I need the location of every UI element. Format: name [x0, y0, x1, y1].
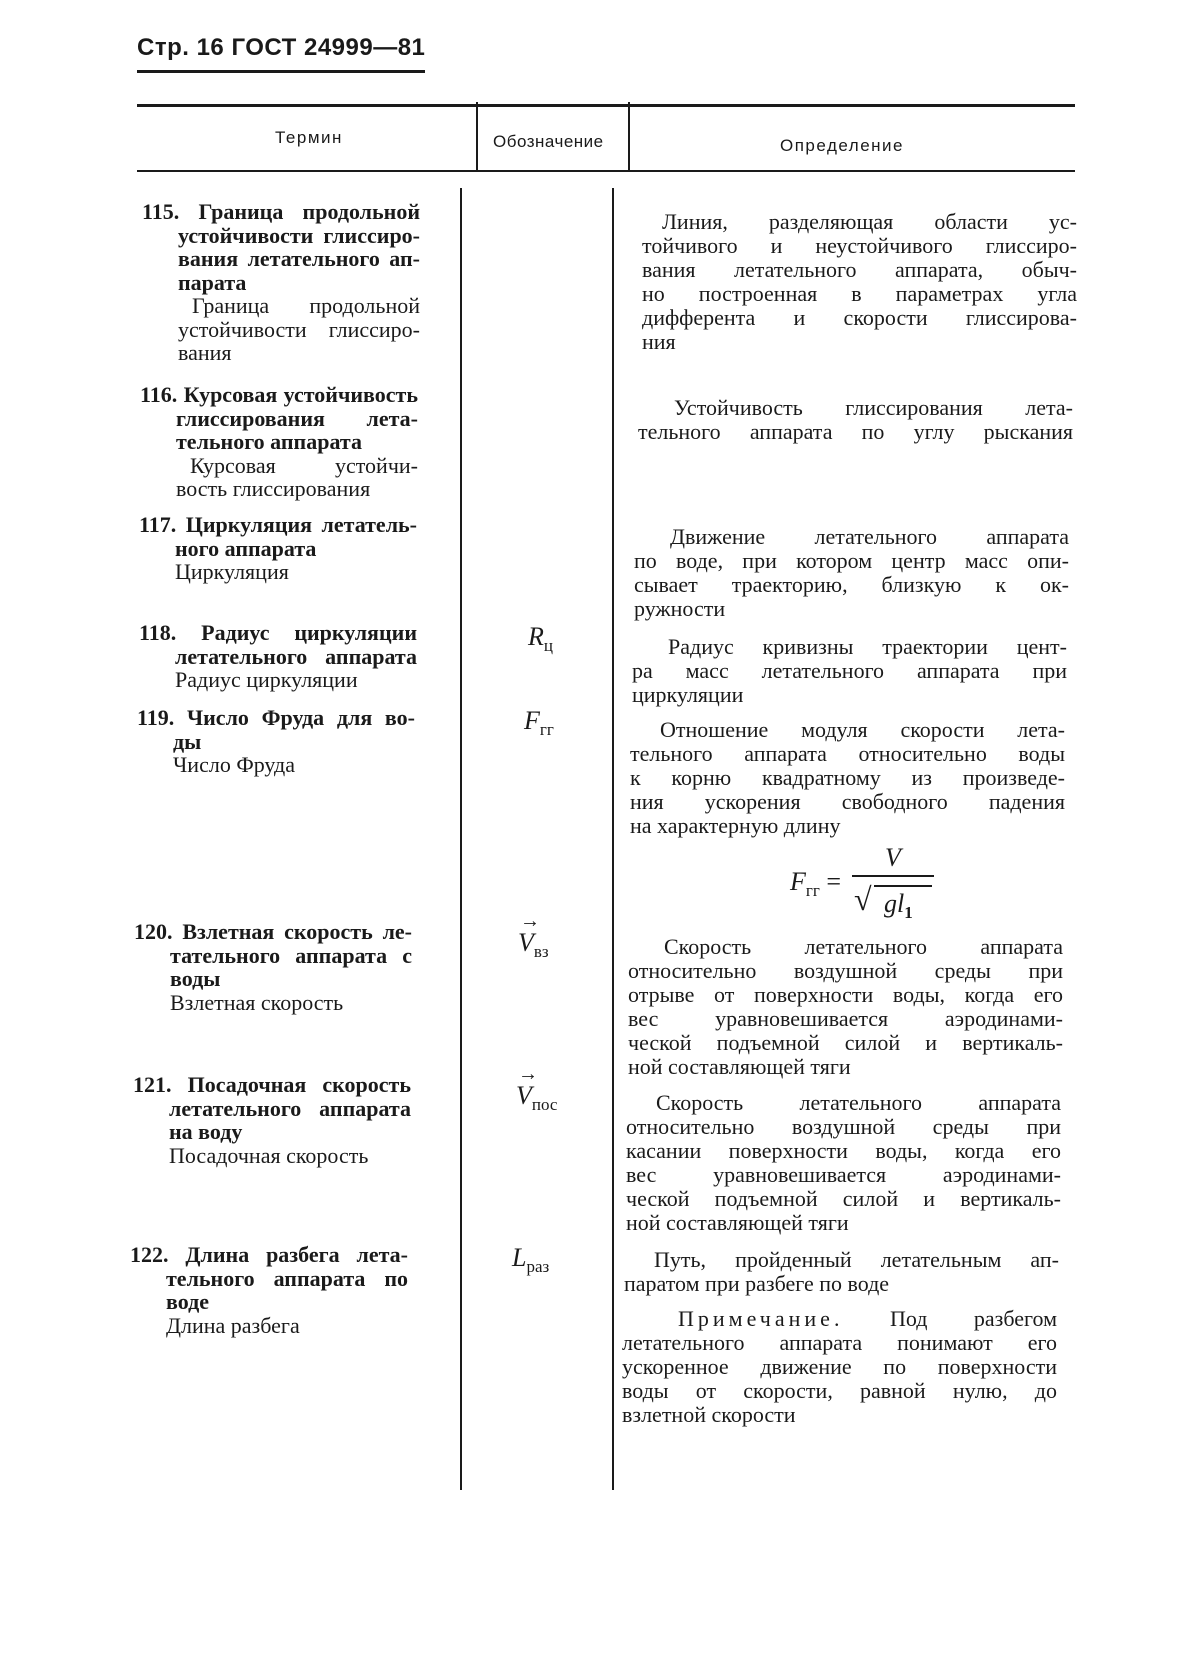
term-line: Число Фруда для во-	[186, 705, 415, 730]
term-line: Граница продольной	[198, 199, 420, 224]
short-term-line: Радиус циркуляции	[175, 667, 358, 692]
formula-numerator: V	[885, 843, 901, 872]
column-divider-right	[628, 102, 630, 170]
def-line: Движение летательного аппарата	[670, 524, 1069, 549]
term-line: глиссирования лета-	[176, 405, 418, 431]
formula-lhs	[790, 867, 841, 901]
term-number: 118.	[139, 620, 177, 645]
def-line: ческой подъемной силой и вертикаль-	[628, 1030, 1063, 1055]
symbol-119	[524, 706, 554, 740]
short-term-line: Циркуляция	[175, 559, 289, 584]
def-line: ной составляющей тяги	[626, 1210, 849, 1235]
term-line: вания летательного ап-	[178, 246, 420, 271]
formula-den-base: gl	[884, 889, 905, 918]
note-line: взлетной скорости	[622, 1402, 796, 1427]
short-term-line: Длина разбега	[166, 1312, 300, 1338]
def-line: ческой подъемной силой и вертикаль-	[626, 1186, 1061, 1211]
term-line: летательного аппарата	[169, 1095, 411, 1121]
def-line: по воде, при котором центр масс опи-	[634, 548, 1069, 573]
symbol-122	[512, 1243, 549, 1277]
def-line: Устойчивость глиссирования лета-	[674, 395, 1073, 420]
term-line: Посадочная скорость	[187, 1072, 411, 1097]
table-header-rule	[137, 170, 1075, 172]
symbol-base: L	[512, 1243, 527, 1272]
def-line: но построенная в параметрах угла	[642, 281, 1077, 306]
def-line: ружности	[634, 596, 726, 621]
term-116	[140, 383, 418, 501]
definition-118	[632, 635, 1067, 707]
term-number: 116.	[140, 382, 178, 407]
def-line: на характерную длину	[630, 813, 841, 838]
column-divider-left	[476, 102, 478, 170]
term-number: 121.	[133, 1072, 172, 1097]
term-122	[130, 1243, 408, 1337]
definition-116	[638, 396, 1073, 444]
def-line: тельного аппарата относительно воды	[630, 741, 1065, 766]
term-number: 117.	[139, 512, 177, 537]
sqrt-sign-icon: √	[854, 881, 872, 917]
term-number: 115.	[142, 199, 180, 224]
term-number: 120.	[134, 919, 173, 944]
term-number: 119.	[137, 705, 175, 730]
term-line: Циркуляция летатель-	[185, 512, 417, 537]
short-term-line: Курсовая устойчи-	[190, 452, 418, 478]
term-118	[139, 621, 417, 692]
def-line: ра масс летательного аппарата при	[632, 658, 1067, 683]
short-term-line: Число Фруда	[173, 752, 295, 777]
page-header: Стр. 16 ГОСТ 24999—81	[137, 34, 426, 61]
definition-115	[642, 210, 1077, 354]
symbol-subscript: ц	[543, 636, 553, 656]
definition-122	[624, 1248, 1059, 1296]
column-divider-left-body	[460, 188, 462, 1490]
definition-121	[626, 1091, 1061, 1235]
symbol-subscript: раз	[526, 1257, 550, 1277]
term-line: на воду	[169, 1119, 243, 1144]
term-line: воды	[170, 966, 221, 991]
term-line: тательного аппарата с	[170, 942, 412, 968]
term-line: устойчивости глиссиро-	[178, 222, 420, 248]
def-line: вания летательного аппарата, обыч-	[642, 257, 1077, 282]
symbol-120	[518, 910, 549, 962]
symbol-118	[528, 622, 553, 656]
note-122	[622, 1307, 1057, 1427]
def-line: Радиус кривизны траектории цент-	[668, 634, 1067, 659]
short-term-line: вания	[178, 340, 232, 365]
def-line: дифферента и скорости глиссирова-	[642, 305, 1077, 330]
note-line: воды от скорости, равной нулю, до	[622, 1378, 1057, 1403]
table-top-rule	[137, 104, 1075, 107]
def-line: к корню квадратному из произведе-	[630, 765, 1065, 790]
def-line: Скорость летательного аппарата	[664, 934, 1063, 959]
column-header-symbol: Обозначение	[493, 132, 604, 151]
term-120	[134, 920, 412, 1014]
def-line: тойчивого и неустойчивого глиссиро-	[642, 233, 1077, 258]
def-line: вес уравновешивается аэродинами-	[626, 1162, 1061, 1187]
def-line: тельного аппарата по углу рыскания	[638, 419, 1073, 444]
term-line: тельного аппарата по	[166, 1265, 408, 1291]
def-line: Линия, разделяющая области ус-	[662, 209, 1077, 234]
term-line: Длина разбега лета-	[185, 1242, 408, 1267]
short-term-line: вость глиссирования	[176, 476, 371, 501]
short-term-line: Взлетная скорость	[170, 989, 344, 1015]
header-rule	[137, 70, 425, 73]
note-line: летательного аппарата понимают его	[622, 1330, 1057, 1355]
term-line: парата	[178, 269, 247, 295]
fraction-bar	[852, 875, 934, 877]
formula-den-subscript: 1	[904, 903, 913, 923]
def-line: относительно воздушной среды при	[628, 958, 1063, 983]
note-text: Под разбегом	[889, 1306, 1057, 1331]
definition-119	[630, 718, 1065, 838]
symbol-subscript: пос	[531, 1095, 558, 1115]
note-label: Примечание.	[678, 1306, 844, 1331]
formula-lhs-base: F	[790, 867, 806, 896]
def-line: относительно воздушной среды при	[626, 1114, 1061, 1139]
term-115	[142, 200, 420, 365]
def-line: ния ускорения свободного падения	[630, 789, 1065, 814]
def-line: циркуляции	[632, 682, 744, 707]
symbol-subscript: гг	[539, 720, 554, 740]
symbol-subscript: вз	[533, 942, 549, 962]
term-119	[137, 706, 415, 777]
term-line: ды	[173, 728, 202, 754]
term-number: 122.	[130, 1242, 169, 1267]
symbol-base: V	[516, 1081, 532, 1110]
def-line: ной составляющей тяги	[628, 1054, 851, 1079]
def-line: ния	[642, 329, 676, 354]
term-121	[133, 1073, 411, 1167]
short-term-line: устойчивости глиссиро-	[178, 316, 420, 342]
def-line: вес уравновешивается аэродинами-	[628, 1006, 1063, 1031]
term-line: летательного аппарата	[175, 643, 417, 669]
def-line: Путь, пройденный летательным ап-	[654, 1247, 1059, 1272]
symbol-base: F	[524, 706, 540, 735]
term-117	[139, 513, 417, 584]
short-term-line: Граница продольной	[192, 293, 420, 318]
definition-117	[634, 525, 1069, 621]
def-line: паратом при разбеге по воде	[624, 1271, 890, 1296]
symbol-base: V	[518, 928, 534, 957]
note-line	[622, 1307, 1057, 1331]
def-line: отрыве от поверхности воды, когда его	[628, 982, 1063, 1007]
formula-lhs-subscript: гг	[805, 881, 820, 901]
definition-120	[628, 935, 1063, 1079]
vector-arrow-icon: →	[520, 910, 540, 932]
formula-denominator	[884, 889, 913, 923]
term-line: Курсовая устойчивость	[183, 382, 418, 407]
column-divider-right-body	[612, 188, 614, 1490]
def-line: касании поверхности воды, когда его	[626, 1138, 1061, 1163]
term-line: воде	[166, 1289, 209, 1314]
note-line: ускоренное движение по поверхности	[622, 1354, 1057, 1379]
term-line: Радиус циркуляции	[201, 620, 417, 645]
column-header-term: Термин	[275, 128, 343, 147]
symbol-121	[516, 1063, 558, 1115]
sqrt-overbar	[874, 885, 932, 887]
term-line: ного аппарата	[175, 535, 317, 561]
term-line: Взлетная скорость ле-	[182, 919, 413, 944]
vector-arrow-icon: →	[518, 1063, 538, 1085]
formula-equals: =	[826, 867, 842, 896]
def-line: сывает траекторию, близкую к ок-	[634, 572, 1069, 597]
short-term-line: Посадочная скорость	[169, 1142, 369, 1168]
symbol-base: R	[528, 622, 544, 651]
def-line: Отношение модуля скорости лета-	[660, 717, 1065, 742]
term-line: тельного аппарата	[176, 429, 362, 454]
def-line: Скорость летательного аппарата	[656, 1090, 1061, 1115]
column-header-definition: Определение	[780, 136, 904, 155]
